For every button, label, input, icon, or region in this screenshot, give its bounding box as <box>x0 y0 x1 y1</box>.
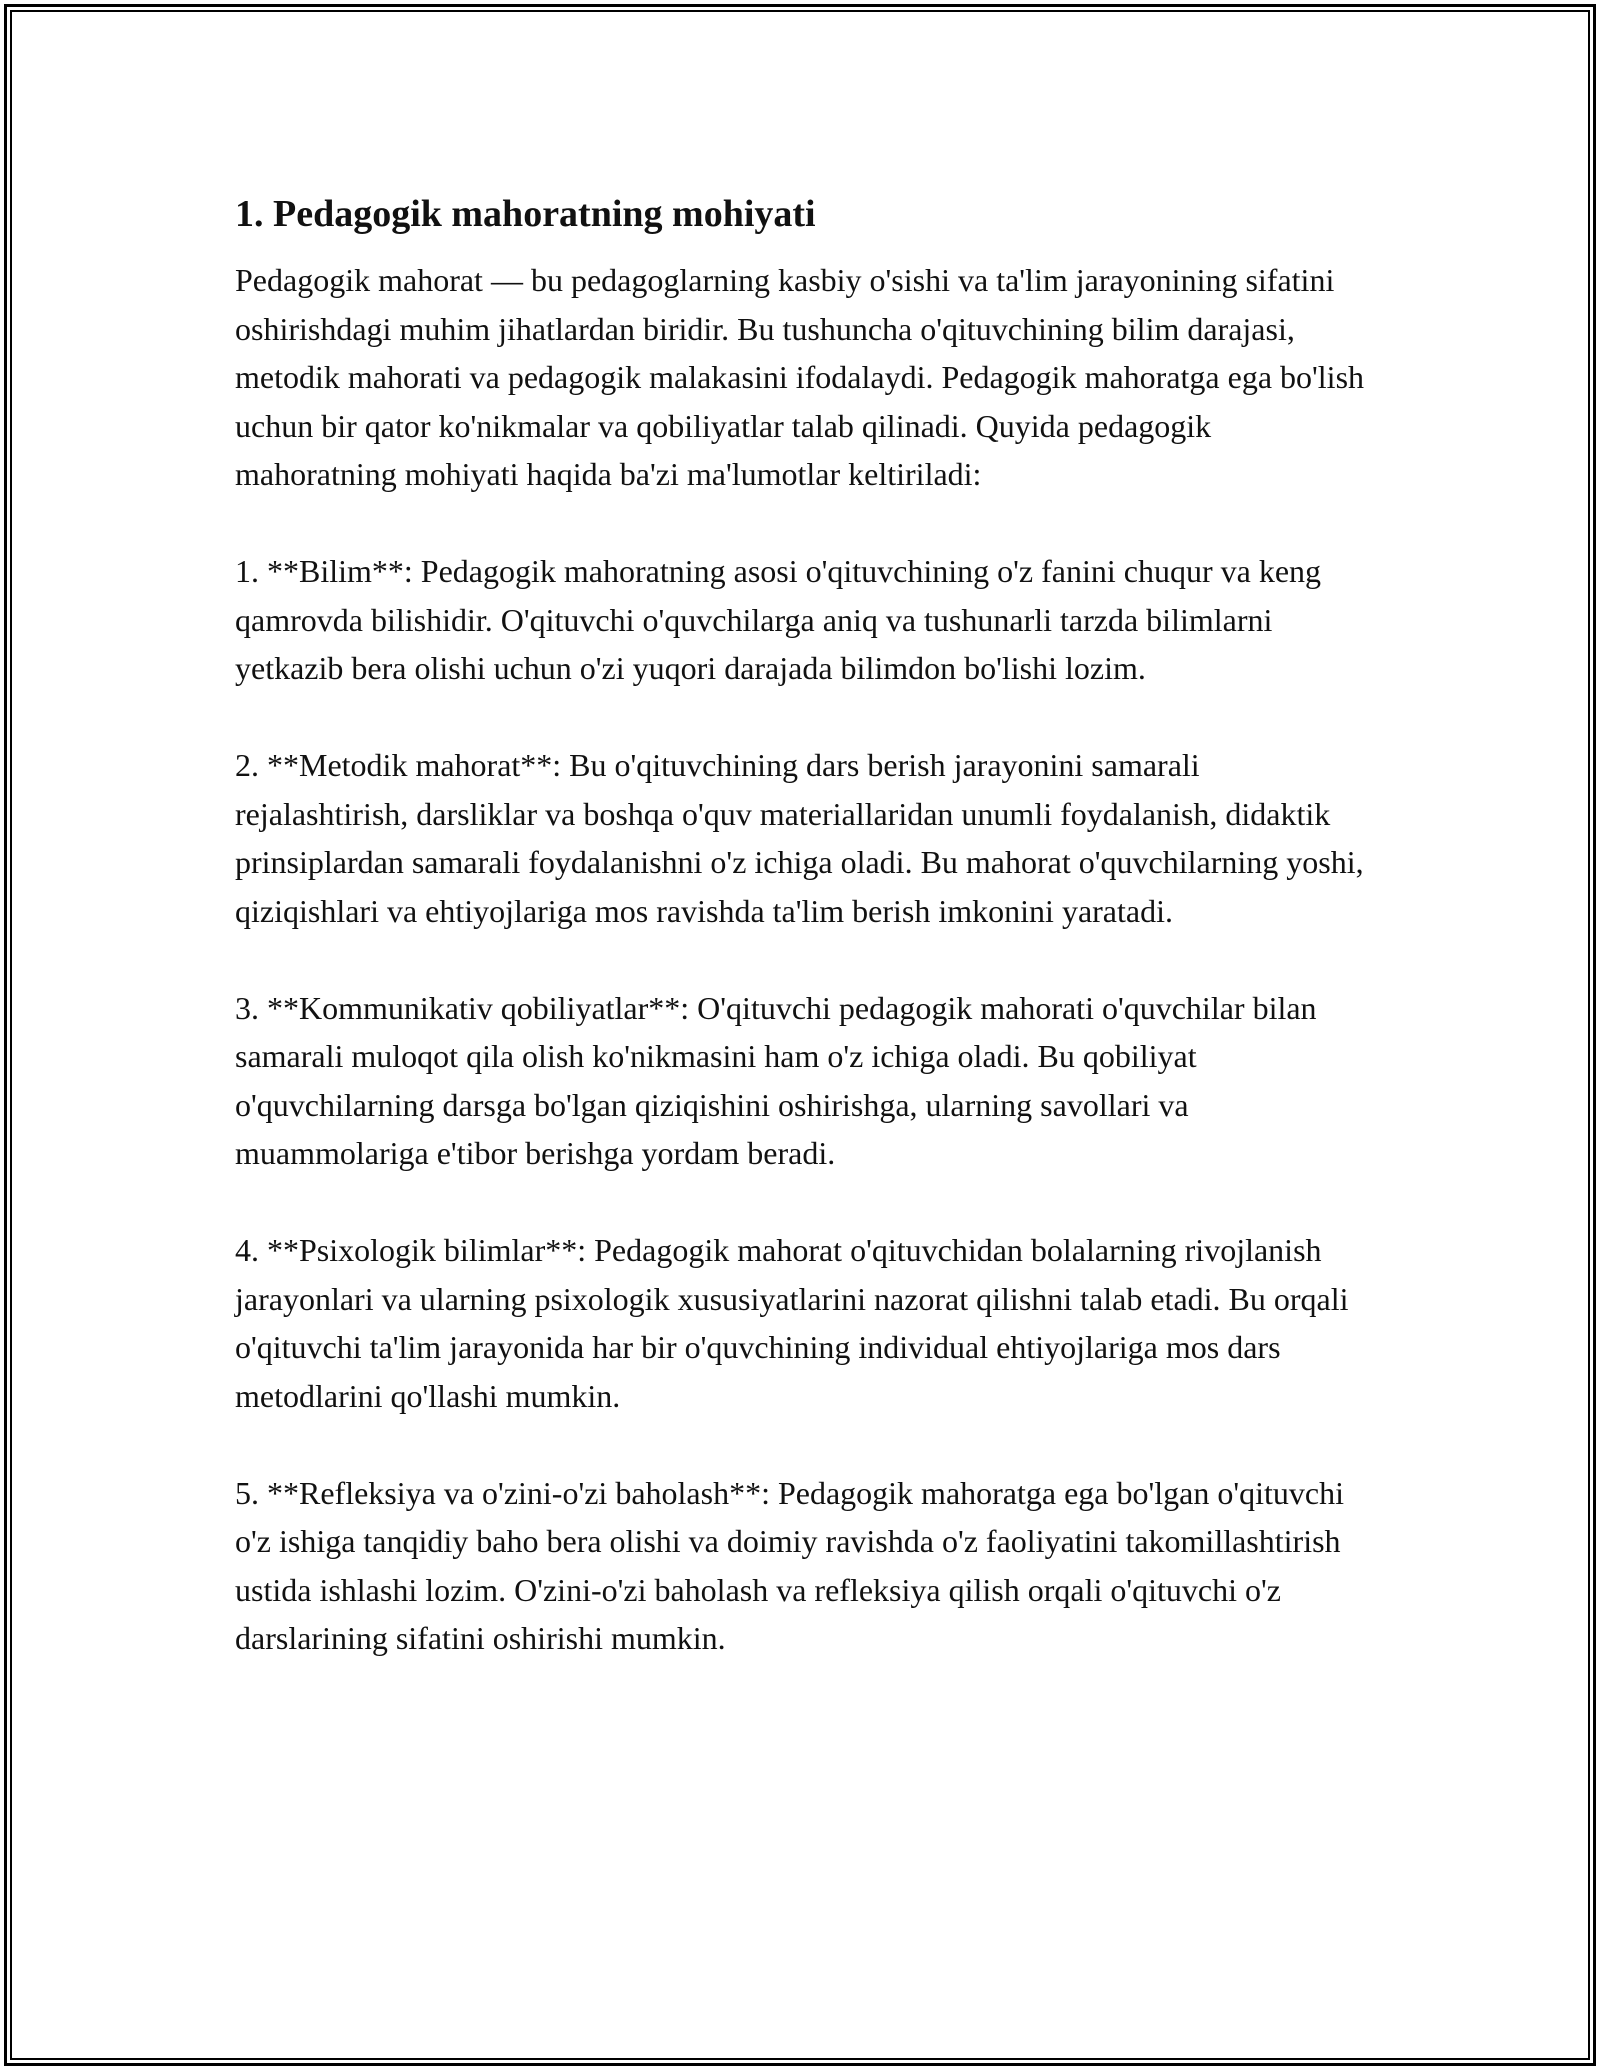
list-item-metodik-mahorat: 2. **Metodik mahorat**: Bu o'qituvchining dars berish jarayonini samarali rejalashtirish, darsliklar va boshqa o'quv materiallaridan unumli foydalanish, didaktik prinsiplardan samarali foydalanishni o'z ichiga oladi. Bu mahorat o'quvchilarning yoshi, qiziqishlari va ehtiyojlariga mos ravishda ta'lim berish imkonini yaratadi. <box>235 747 1364 929</box>
document-body <box>235 186 1375 1663</box>
list-item-bilim: 1. **Bilim**: Pedagogik mahoratning asosi o'qituvchining o'z fanini chuqur va keng qamrovda bilishidir. O'qituvchi o'quvchilarga aniq va tushunarli tarzda bilimlarni yetkazib bera olishi uchun o'zi yuqori darajada bilimdon bo'lishi lozim. <box>235 553 1322 686</box>
list-item-kommunikativ-qobiliyatlar: 3. **Kommunikativ qobiliyatlar**: O'qituvchi pedagogik mahorati o'quvchilar bilan samarali muloqot qila olish ko'nikmasini ham o'z ichiga oladi. Bu qobiliyat o'quvchilarning darsga bo'lgan qiziqishini oshirishga, ularning savollari va muammolariga e'tibor berishga yordam beradi. <box>235 989 1317 1171</box>
list-item-psixologik-bilimlar: 4. **Psixologik bilimlar**: Pedagogik mahorat o'qituvchidan bolalarning rivojlanish jarayonlari va ularning psixologik xususiyatlarini nazorat qilishni talab etadi. Bu orqali o'qituvchi ta'lim jarayonida har bir o'quvchining individual ehtiyojlariga mos dars metodlarini qo'llashi mumkin. <box>235 1232 1349 1414</box>
intro-paragraph: Pedagogik mahorat — bu pedagoglarning kasbiy o'sishi va ta'lim jarayonining sifatini oshirishdagi muhim jihatlardan biridir. Bu tushuncha o'qituvchining bilim darajasi, metodik mahorati va pedagogik malakasini ifodalaydi. Pedagogik mahoratga ega bo'lish uchun bir qator ko'nikmalar va qobiliyatlar talab qilinadi. Quyida pedagogik mahoratning mohiyati haqida ba'zi ma'lumotlar keltiriladi: <box>235 262 1365 492</box>
document-title: 1. Pedagogik mahoratning mohiyati <box>235 193 816 235</box>
list-item-refleksiya: 5. **Refleksiya va o'zini-o'zi baholash**: Pedagogik mahoratga ega bo'lgan o'qituvchi o'z ishiga tanqidiy baho bera olishi va doimiy ravishda o'z faoliyatini takomillashtirish ustida ishlashi lozim. O'zini-o'zi baholash va refleksiya qilish orqali o'qituvchi o'z darslarining sifatini oshirishi mumkin. <box>235 1474 1344 1656</box>
